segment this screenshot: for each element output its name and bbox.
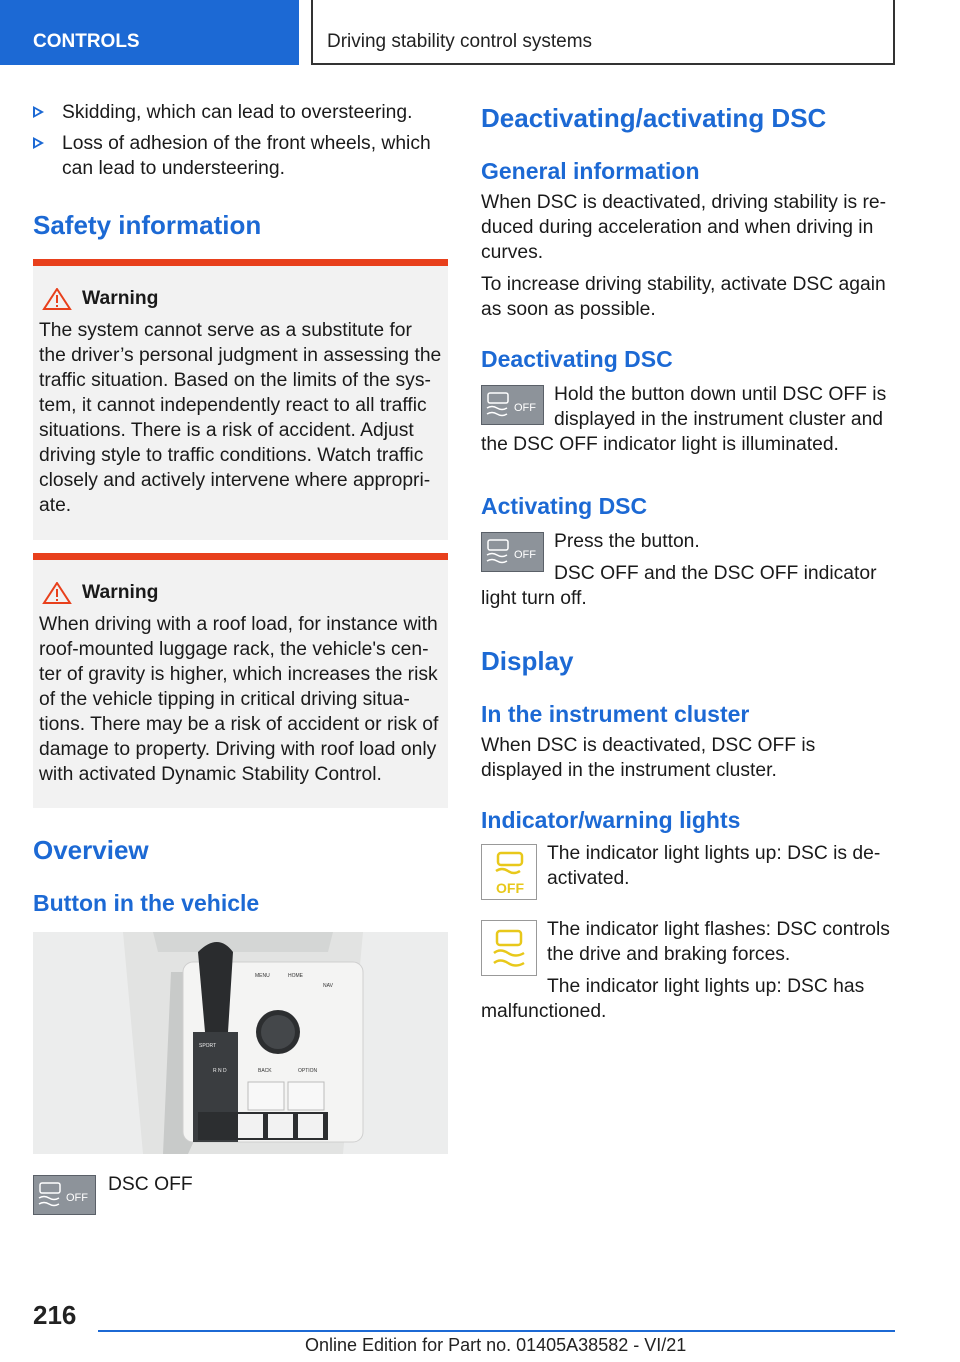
overview-heading: Overview <box>33 835 149 865</box>
activating-text-3: light turn off. <box>481 588 587 609</box>
button-in-vehicle-heading: Button in the vehicle <box>33 890 260 916</box>
photo-label-gear: R N D <box>213 1068 227 1074</box>
warning-triangle-icon <box>42 582 72 604</box>
general-info-heading: General information <box>481 158 700 184</box>
photo-label-option: OPTION <box>298 1068 318 1074</box>
list-item: Skidding, which can lead to oversteering. <box>33 100 448 125</box>
warning-text: The system cannot serve as a substitute for the driver’s personal judgment in assessing the traffic situation. Based on the limits of the sys-tem, it cannot independently react to all traffic situations. There is a risk of accident. Adjust driving style to traffic conditions. Watch traffic closely and actively intervene where appropri-ate. <box>39 320 442 516</box>
deactivating-text-cont: the DSC OFF indicator light is illuminated. <box>481 434 839 455</box>
page-number: 216 <box>33 1300 77 1330</box>
warning-triangle-icon <box>42 288 72 310</box>
warning-box <box>33 259 448 540</box>
header-chapter-title: Driving stability control systems <box>311 0 895 65</box>
dsc-off-button-icon <box>481 532 544 572</box>
deactivating-activating-heading: Deactivating/activating DSC <box>481 103 827 133</box>
photo-label-back: BACK <box>258 1068 272 1074</box>
safety-heading: Safety information <box>33 210 262 240</box>
dsc-off-legend <box>33 1172 448 1217</box>
warning-title: Warning <box>82 582 159 603</box>
footer-divider <box>98 1330 895 1332</box>
indicator-2-text: The indicator light flashes: DSC controls the drive and braking forces. <box>547 919 890 965</box>
svg-text:OFF: OFF <box>66 1192 88 1204</box>
warning-box <box>33 553 448 808</box>
indicator-1-text: The indicator light lights up: DSC is de-activated. <box>547 843 881 889</box>
left-column <box>33 100 448 1217</box>
svg-text:OFF: OFF <box>514 402 536 414</box>
photo-label-home: HOME <box>288 973 303 979</box>
header-section-label: CONTROLS <box>0 0 299 65</box>
dsc-off-label: DSC OFF <box>108 1174 193 1195</box>
bullet-triangle-icon <box>33 137 44 149</box>
activating-heading: Activating DSC <box>481 493 648 519</box>
photo-label-sport: SPORT <box>199 1043 217 1049</box>
deactivating-text: Hold the button down until DSC OFF is displayed in the instrument cluster and <box>554 384 887 430</box>
activating-text-2: DSC OFF and the DSC OFF indicator <box>554 563 877 584</box>
svg-text:OFF: OFF <box>514 549 536 561</box>
dsc-off-button-icon <box>481 385 544 425</box>
warning-text: When driving with a roof load, for instance with roof-mounted luggage rack, the vehicle's cen-ter of gravity is higher, which increases the risk of the vehicle tipping in critical driving situa-tions. There may be a risk of accident or risk of damage to property. Driving with roof load only with activated Dynamic Stability Control. <box>39 614 439 785</box>
instrument-cluster-heading: In the instrument cluster <box>481 701 750 727</box>
right-column <box>481 100 899 1024</box>
dsc-active-indicator-icon <box>481 920 537 976</box>
bullet-triangle-icon <box>33 106 44 118</box>
indicator-3-text-cont: malfunctioned. <box>481 1001 607 1022</box>
dsc-off-indicator-icon <box>481 844 537 900</box>
general-paragraph-1: When DSC is deactivated, driving stability is re-duced during acceleration and when driving in curves. <box>481 192 887 263</box>
activating-text: Press the button. <box>554 531 700 552</box>
footer-edition: Online Edition for Part no. 01405A38582 - VI/21 <box>305 1335 687 1355</box>
photo-label-nav: NAV <box>323 983 333 989</box>
indicator-lights-heading: Indicator/warning lights <box>481 807 741 833</box>
photo-label-menu: MENU <box>255 973 270 979</box>
dsc-off-button-icon <box>33 1175 96 1215</box>
general-paragraph-2: To increase driving stability, activate DSC again as soon as possible. <box>481 274 886 320</box>
indicator-3-text: The indicator light lights up: DSC has <box>547 976 865 997</box>
warning-title: Warning <box>82 288 159 309</box>
deactivating-heading: Deactivating DSC <box>481 346 673 372</box>
list-item: Loss of adhesion of the front wheels, which can lead to understeering. <box>33 131 448 181</box>
svg-text:OFF: OFF <box>496 880 524 896</box>
display-heading: Display <box>481 646 574 676</box>
instrument-cluster-text: When DSC is deactivated, DSC OFF is displayed in the instrument cluster. <box>481 735 816 781</box>
center-console-photo <box>33 932 448 1154</box>
